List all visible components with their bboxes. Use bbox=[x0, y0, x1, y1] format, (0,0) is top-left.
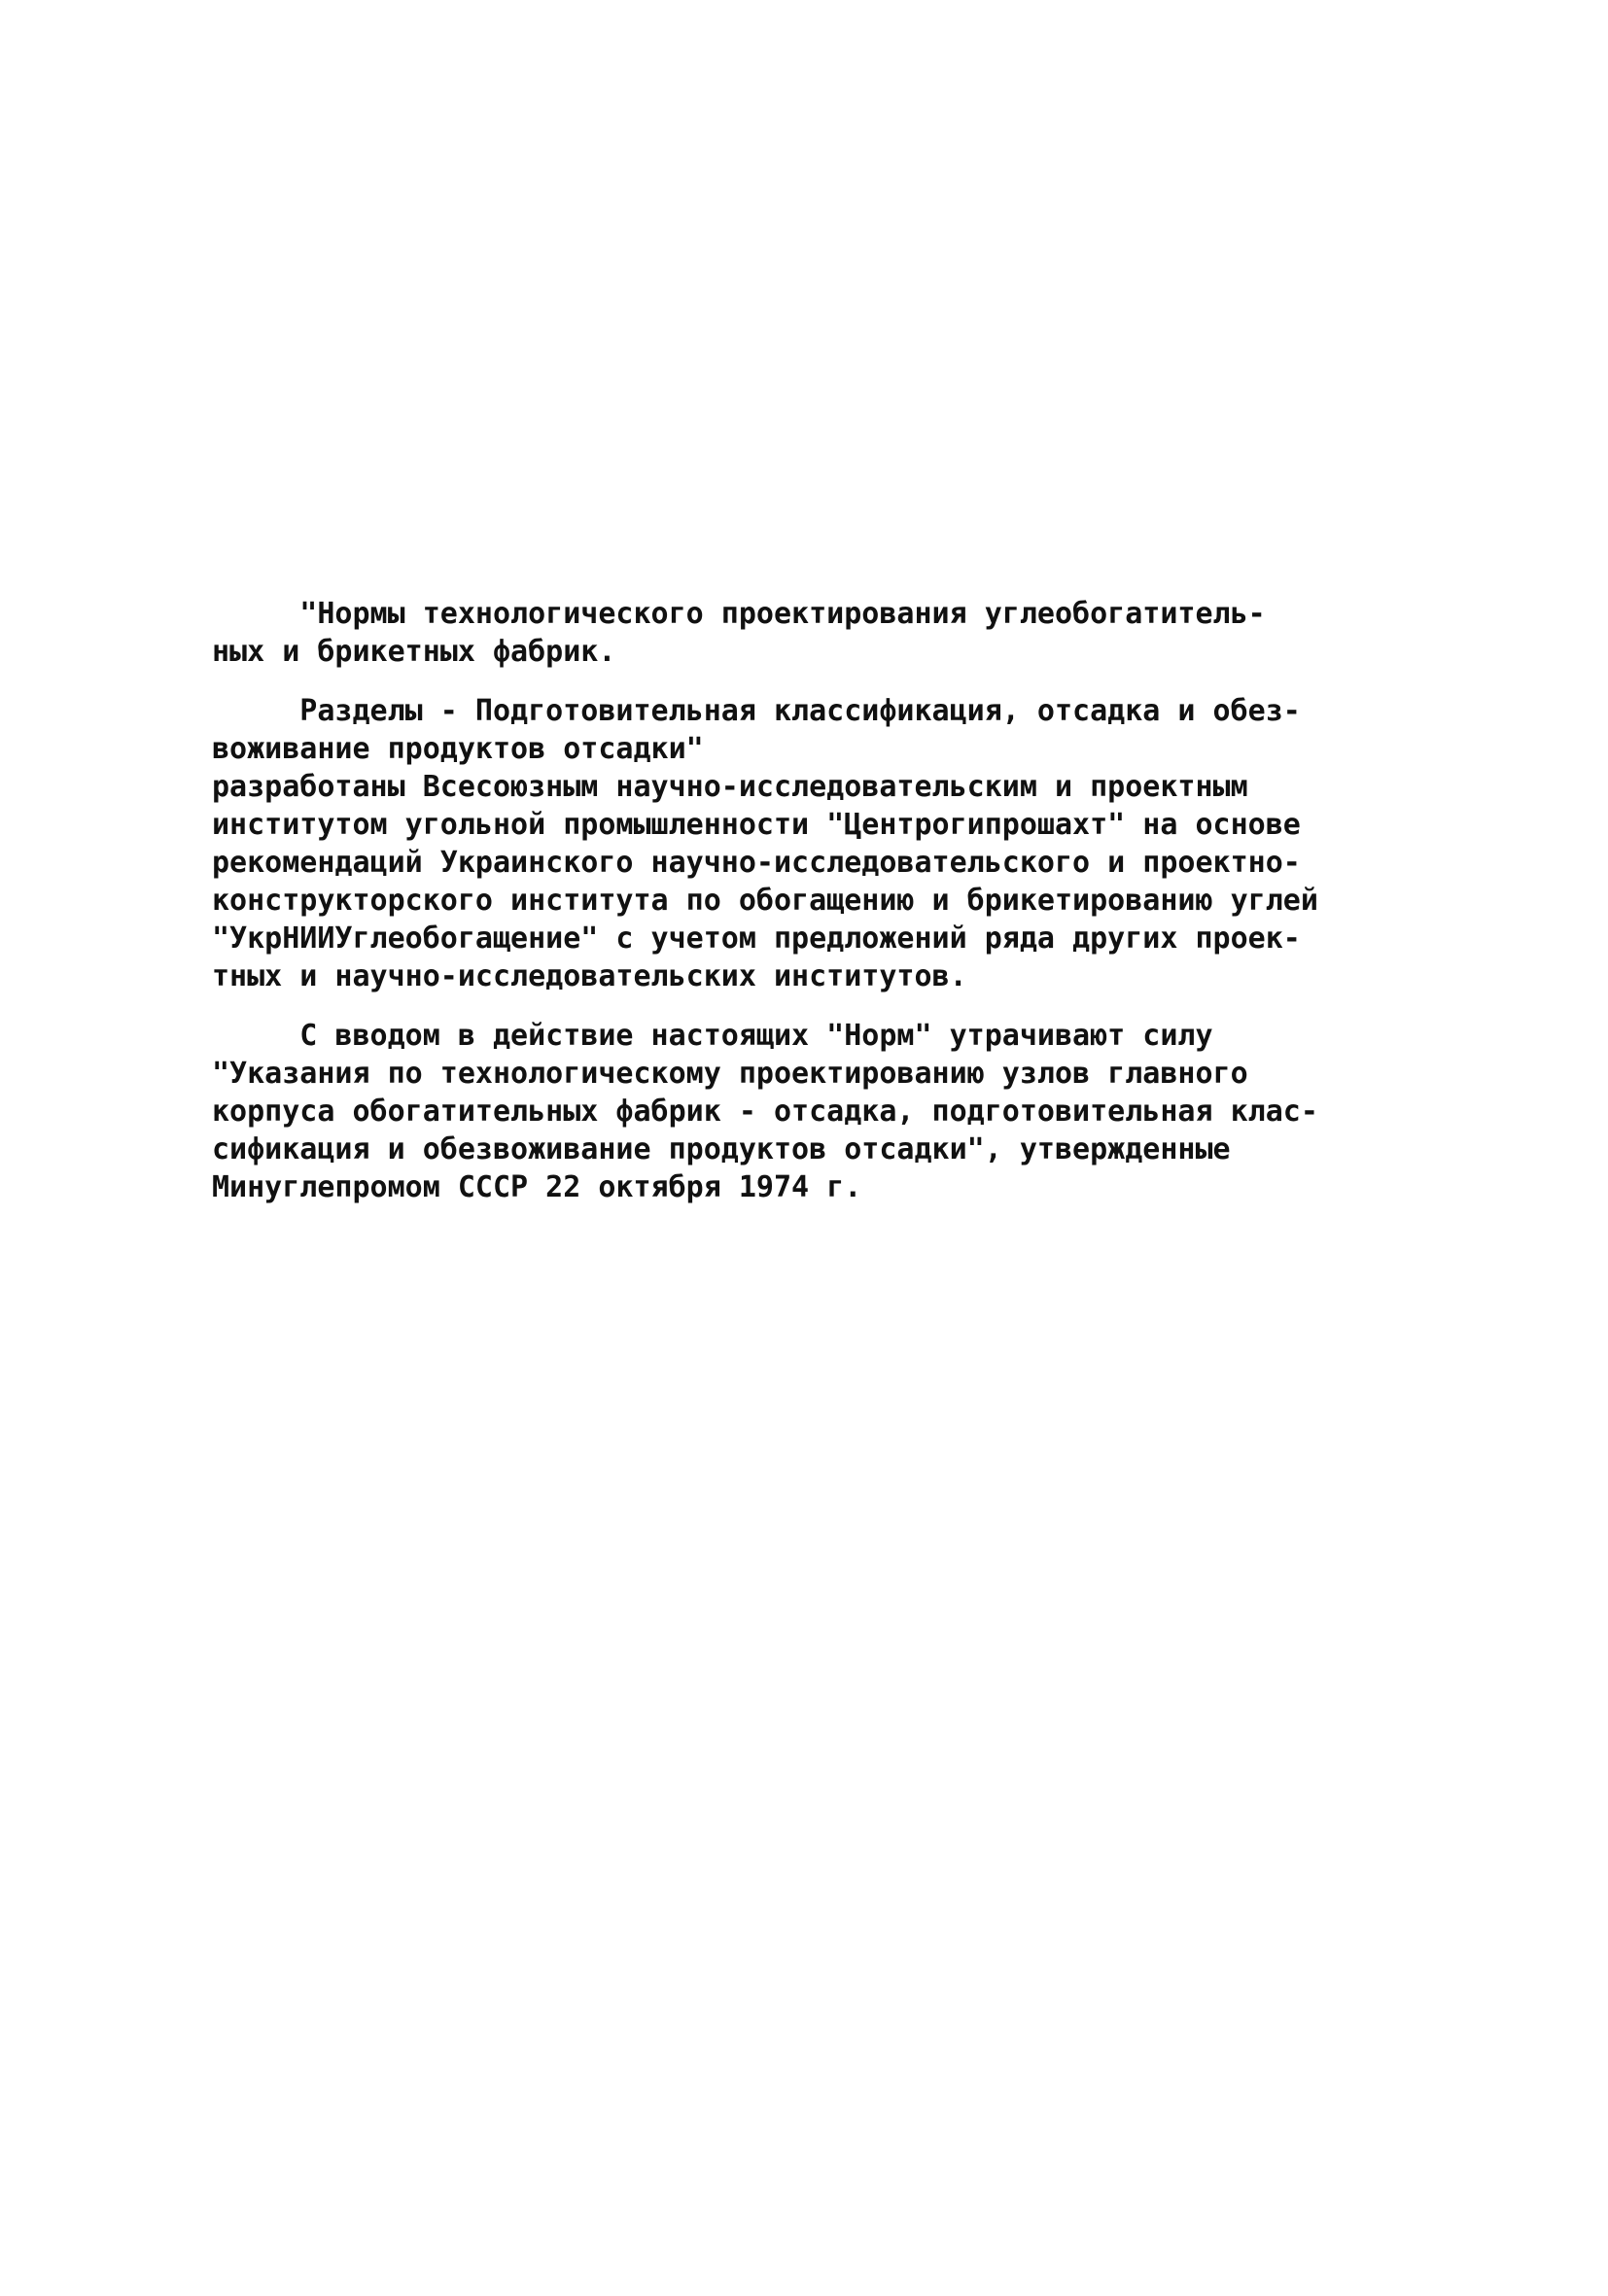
text-line: "Указания по технологическому проектированию узлов главного bbox=[212, 1057, 1248, 1091]
text-line: институтом угольной промышленности "Центрогипрошахт" на основе bbox=[212, 808, 1301, 842]
text-line: воживание продуктов отсадки" bbox=[212, 732, 704, 766]
text-line: "Нормы технологического проектирования углеобогатитель- bbox=[212, 597, 1266, 631]
text-line: тных и научно-исследовательских институтов. bbox=[212, 959, 967, 993]
text-line: "УкрНИИУглеобогащение" с учетом предложений ряда других проек- bbox=[212, 922, 1301, 956]
text-line: Минуглепромом СССР 22 октября 1974 г. bbox=[212, 1170, 862, 1204]
text-line: ных и брикетных фабрик. bbox=[212, 635, 616, 669]
paragraph-gap bbox=[212, 671, 1408, 692]
paragraph-gap bbox=[212, 995, 1408, 1017]
text-line: корпуса обогатительных фабрик - отсадка, подготовительная клас- bbox=[212, 1095, 1318, 1129]
body-text bbox=[212, 595, 1408, 1206]
text-line: Разделы - Подготовительная классификация, отсадка и обез- bbox=[212, 694, 1301, 728]
text-line: сификация и обезвоживание продуктов отсадки", утвержденные bbox=[212, 1132, 1231, 1166]
text-line: С вводом в действие настоящих "Норм" утрачивают силу bbox=[212, 1019, 1213, 1053]
text-line: разработаны Всесоюзным научно-исследовательским и проектным bbox=[212, 770, 1248, 804]
text-line: рекомендаций Украинского научно-исследовательского и проектно- bbox=[212, 846, 1301, 880]
text-line: конструкторского института по обогащению и брикетированию углей bbox=[212, 884, 1318, 918]
